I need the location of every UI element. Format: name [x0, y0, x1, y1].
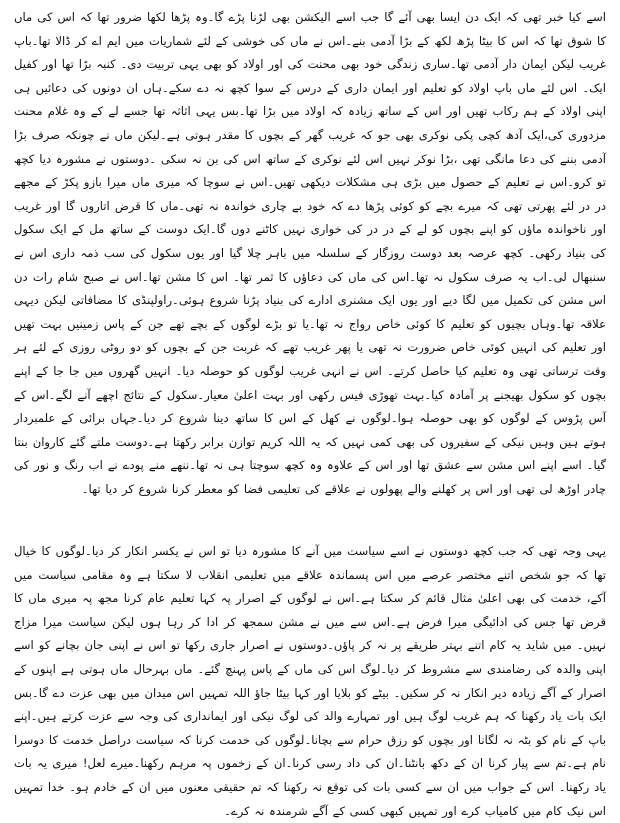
paragraph-1: اسے کیا خبر تھی کہ ایک دن ایسا بھی آئے گا جب اسے الیکشن بھی لڑنا پڑے گا۔وہ پڑھا لکھا ضرور تھا کہ اس کی ماں کا شوق تھا کہ اس کا بیٹا پڑھ لکھ کے بڑا آدمی بنے۔اس نے ماں کی خوشی کے لئے شماریات میں ایم اے کر ڈالا تھا۔باپ غریب لیکن ایمان دار آدمی تھا۔ساری زندگی خود بھی محنت کی اور اولاد کو بھی یہی تربیت دی۔ کنبہ بڑا تھا اور کفیل ایک۔ اس لئے ماں باپ اولاد کو تعلیم اور ایمان داری کے درس کے سوا کچھ نہ دے سکے۔ہاں ان دونوں کی دعائیں ہی اپنی اولاد کے ہم رکاب تھیں اور اس کے ساتھ زیادہ کہ اولاد میں بڑا تھا۔بس یہی اثاثہ تھا جسے لے کے وہ غلام محنت مزدوری کی،ایک آدھ کچی پکی نوکری بھی جو کہ غریب گھر کے بچوں کا مقدر ہوتی ہے۔لیکن ماں نے چونکہ صرف بڑا آدمی بننے کی دعا مانگی تھی ،بڑا نوکر نہیں اس لئے نوکری کے ساتھ اس کی بن نہ سکی ۔دوستوں نے مشورہ دیا کچھ تو کرو۔اس نے تعلیم کے حصول میں بڑی ہی مشکلات دیکھی تھیں۔اس نے سوچا کہ میری ماں میرا بازو پکڑ کے مجھے در در لئے پھرتی تھی کہ میرے بچے کو کوئی پڑھا دے کہ خود بے چاری خواندہ نہ تھی۔ماں کا قرض اتاروں گا اور غریب اور ناخواندہ ماؤں کو اپنے بچوں کو لے کے در در کی خواری نہیں کاٹنے دوں گا۔ایک دوست کے ساتھ مل کے ایک سکول کی بنیاد رکھی۔ کچھ عرصہ بعد دوست روزگار کے سلسلہ میں باہر چلا گیا اور یوں سکول کی سب ذمہ داری اس نے سنبھال لی۔اب یہ صرف سکول نہ تھا۔اس کی ماں کی دعاؤں کا ثمر تھا۔ اس کا مشن تھا۔اس نے صبح شام رات دن اس مشن کی تکمیل میں لگا دیے اور یوں ایک مشنری ادارے کی بنیاد پڑنا شروع ہوئی۔راولپنڈی کا مضافاتی لیکن دیہی علاقہ تھا۔وہاں بچیوں کو تعلیم کا کوئی خاص رواج نہ تھا۔یا تو بڑے لوگوں کے بچے تھے جن کے پاس زمینیں بہت تھیں اور تعلیم کی انہیں کوئی خاص ضرورت نہ تھی یا پھر غریب تھے کہ غربت جن کے بچوں کو دو روٹی روزی کے لئے ہر وقت ترساتی تھی وہ تعلیم کیا حاصل کرتے۔ اس نے انہی غریب لوگوں کو حوصلہ دیا۔ انہیں گھروں میں جا جا کے اپنے بچوں کو سکول بھیجنے پر آمادہ کیا۔بہت تھوڑی فیس رکھی اور بہت اعلیٰ معیار۔سکول کے نتائج اچھے آنے لگے۔اس کے آس پڑوس کے لوگوں کو بھی حوصلہ ہوا۔لوگوں نے کھل کے اس کا ساتھ دینا شروع کر دیا۔جہاں برائی کے علمبردار ہوتے ہیں وہیں نیکی کے سفیروں کی بھی کمی نہیں کہ یہ اللہ کریم توازن برابر رکھتا ہے۔دوست ملتے گئے کاروان بنتا گیا۔ اسے اپنے اس مشن سے عشق تھا اور اس کے علاوہ وہ کچھ سوچتا ہی نہ تھا۔ننھے منے پودے نے اب رنگ و نور کی چادر اوڑھ لی تھی اور اس پر کھلنے والے پھولوں نے علاقے کی تعلیمی فضا کو معطر کرنا شروع کر دیا تھا۔ — [14, 10, 606, 496]
paragraph-2: یہی وجہ تھی کہ جب کچھ دوستوں نے اسے سیاست میں آنے کا مشورہ دیا تو اس نے یکسر انکار کر دیا۔لوگوں کا خیال تھا کہ جو شخص اتنے مختصر عرصے میں اس پسماندہ علاقے میں تعلیمی انقلاب لا سکتا ہے وہ مقامی سیاست میں آکے، خدمت کی بھی اعلیٰ مثال قائم کر سکتا ہے۔اس نے لوگوں کے اصرار پہ کہا تعلیم عام کرنا مجھ پہ میری ماں کا قرض تھا جس کی ادائیگی میرا فرض ہے۔اس سے میں نے مشن سمجھ کر ادا کر رہا ہوں لیکن سیاست میرا مزاج نہیں۔ میں شاید یہ کام اتنے بہتر طریقے پر نہ کر پاؤں۔دوستوں نے اصرار جاری رکھا تو اس نے اپنی جان بچانے کو اسے اپنی والدہ کی رضامندی سے مشروط کر دیا۔لوگ اس کی ماں کے پاس پہنچ گئے۔ ماں بہرحال ماں ہوتی ہے اپنوں کے اصرار کے آگے زیادہ دیر انکار نہ کر سکیں۔ بیٹے کو بلایا اور کہا بیٹا جاؤ اللہ تمہیں اس میدان میں بھی عزت دے گا۔بس ایک بات یاد رکھنا کہ ہم غریب لوگ ہیں اور تمہارے والد کی لوگ نیکی اور ایمانداری کی وجہ سے عزت کرتے ہیں۔اپنے باپ کے نام کو بٹہ نہ لگانا اور بچوں کو رزق حرام سے بچانا۔لوگوں کی خدمت کرنا کہ سیاست دراصل خدمت کا دوسرا نام ہے۔تم سے پیار کرنا ان کے دکھ بانٹنا۔ان کی داد رسی کرنا۔ان کے زخموں پہ مرہم رکھنا۔میرے لعل! میری یہ بات یاد رکھنا۔ اس کے جواب میں ان سے کسی بات کی توقع نہ رکھنا کہ تم حقیقی معنوں میں ان کے خادم ہو۔ خدا تمہیں اس نیک کام میں کامیاب کرے اور تمہیں کبھی کسی کے آگے شرمندہ نہ کرے۔ — [14, 544, 606, 818]
